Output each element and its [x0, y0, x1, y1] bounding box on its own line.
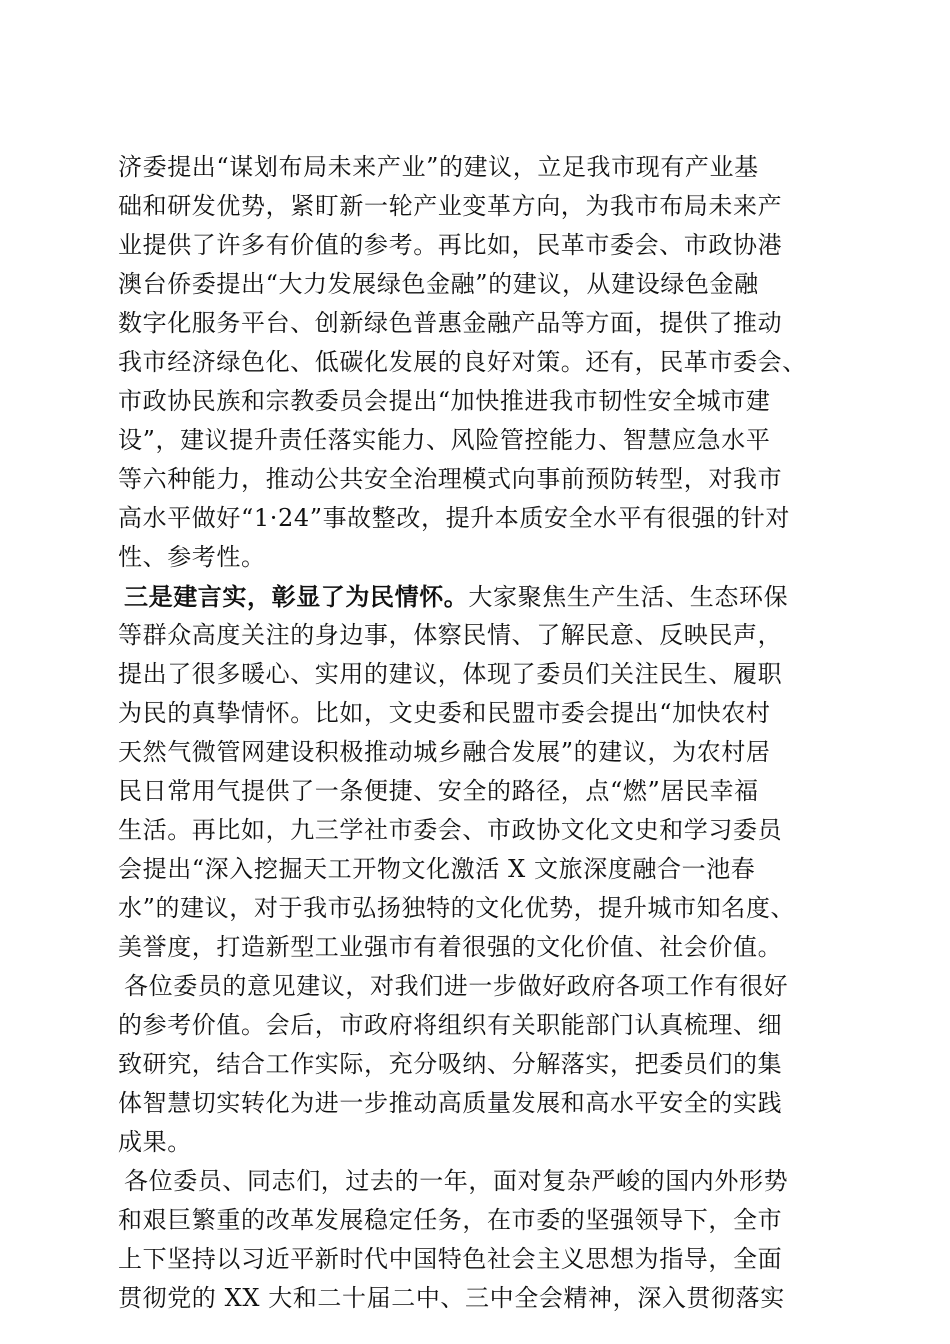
text-line [118, 577, 828, 616]
text-line: 美誉度，打造新型工业强市有着很强的文化价值、社会价值。 [118, 933, 783, 961]
text-line: 体智慧切实转化为进一步推动高质量发展和高水平安全的实践 [118, 1089, 783, 1117]
text-line: 生活。再比如，九三学社市委会、市政协文化文史和学习委员 [118, 816, 783, 844]
text-line: 水”的建议，对于我市弘扬独特的文化优势，提升城市知名度、 [118, 894, 796, 922]
paragraph-people-livelihood [118, 577, 828, 967]
text-line: 上下坚持以习近平新时代中国特色社会主义思想为指导，全面 [118, 1245, 783, 1273]
text-line: 致研究，结合工作实际，充分吸纳、分解落实，把委员们的集 [118, 1050, 783, 1078]
text-line: 业提供了许多有价值的参考。再比如，民革市委会、市政协港 [118, 231, 783, 259]
text-line: 各位委员的意见建议，对我们进一步做好政府各项工作有很好 [124, 972, 789, 1000]
text-line: 为民的真挚情怀。比如，文史委和民盟市委会提出“加快农村 [118, 699, 771, 727]
text-line: 础和研发优势，紧盯新一轮产业变革方向，为我市布局未来产 [118, 192, 783, 220]
text-line: 市政协民族和宗教委员会提出“加快推进我市韧性安全城市建 [118, 387, 771, 415]
paragraph-lead-heading: 三是建言实，彰显了为民情怀。 [124, 582, 469, 611]
text-line: 济委提出“谋划布局未来产业”的建议，立足我市现有产业基 [118, 153, 759, 181]
paragraph-past-year [118, 1162, 828, 1318]
text-line: 等六种能力，推动公共安全治理模式向事前预防转型，对我市 [118, 465, 783, 493]
text-line: 数字化服务平台、创新绿色普惠金融产品等方面，提供了推动 [118, 309, 783, 337]
text-line: 提出了很多暖心、实用的建议，体现了委员们关注民生、履职 [118, 660, 783, 688]
text-line: 成果。 [118, 1128, 192, 1156]
text-line: 高水平做好“1·24”事故整改，提升本质安全水平有很强的针对 [118, 504, 790, 532]
paragraph-suggestions-value [118, 967, 828, 1162]
text-line: 和艰巨繁重的改革发展稳定任务，在市委的坚强领导下，全市 [118, 1206, 783, 1234]
text-span: 大家聚焦生产生活、生态环保 [468, 583, 789, 611]
text-line: 等群众高度关注的身边事，体察民情、了解民意、反映民声， [118, 621, 783, 649]
text-line: 性、参考性。 [118, 543, 266, 571]
text-line: 民日常用气提供了一条便捷、安全的路径，点“燃”居民幸福 [118, 777, 759, 805]
text-line: 天然气微管网建设积极推动城乡融合发展”的建议，为农村居 [118, 738, 771, 766]
text-line: 的参考价值。会后，市政府将组织有关职能部门认真梳理、细 [118, 1011, 783, 1039]
text-line: 各位委员、同志们，过去的一年，面对复杂严峻的国内外形势 [124, 1167, 789, 1195]
text-line: 澳台侨委提出“大力发展绿色金融”的建议，从建设绿色金融 [118, 270, 759, 298]
text-line: 会提出“深入挖掘天工开物文化激活 X 文旅深度融合一池春 [118, 855, 756, 883]
text-line: 设”，建议提升责任落实能力、风险管控能力、智慧应急水平 [118, 426, 771, 454]
document-body [118, 148, 828, 1318]
text-line: 贯彻党的 XX 大和二十届二中、三中全会精神，深入贯彻落实 [118, 1284, 785, 1312]
text-line: 我市经济绿色化、低碳化发展的良好对策。还有，民革市委会、 [118, 348, 807, 376]
paragraph-future-industry [118, 148, 828, 577]
